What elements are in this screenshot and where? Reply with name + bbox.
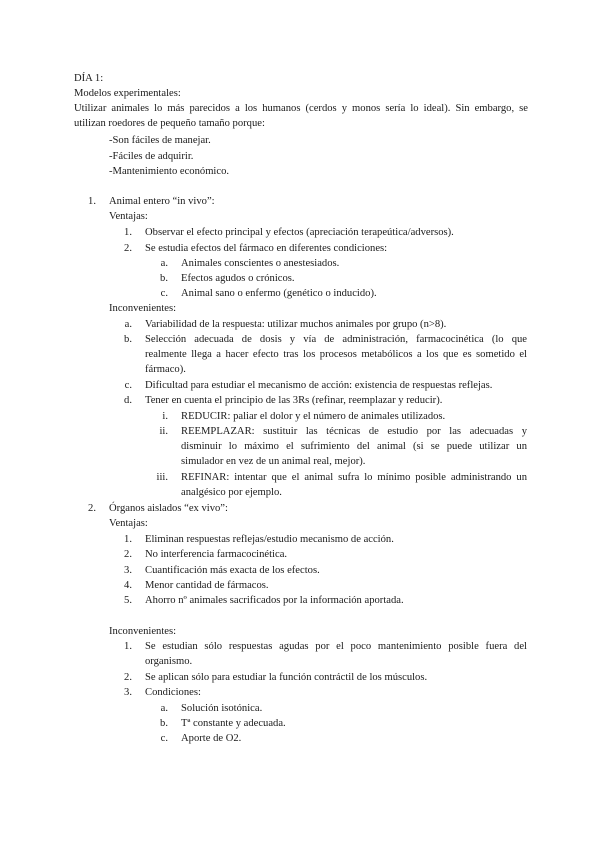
disadvantages-label: Inconvenientes: [109, 303, 177, 314]
intro-line-2: utilizan roedores de pequeño tamaño porque: [74, 118, 265, 129]
advantages-label: Ventajas: [109, 518, 148, 529]
list-letter: c. [160, 288, 168, 299]
reason-item: -Son fáciles de manejar. [109, 135, 211, 146]
list-item: Se aplican sólo para estudiar la función contráctil de los músculos. [145, 672, 428, 683]
intro-line-1: Utilizar animales lo más parecidos a los humanos (cerdos y monos sería lo ideal). Sin embargo, se [74, 103, 528, 114]
list-letter: c. [124, 380, 132, 391]
list-number: 1. [124, 534, 132, 545]
list-item: Solución isotónica. [181, 703, 263, 714]
list-letter: a. [160, 703, 168, 714]
list-item: Cuantificación más exacta de los efectos. [145, 565, 320, 576]
list-item: No interferencia farmacocinética. [145, 549, 288, 560]
roman-numeral: i. [162, 411, 168, 422]
list-item-line: simulador en vez de un animal real, mejor). [181, 456, 366, 467]
list-number: 3. [124, 687, 132, 698]
day-heading: DÍA 1: [74, 73, 104, 84]
list-item-line: disminuir lo máximo el sufrimiento del animal (si se puede utilizar un [181, 441, 527, 452]
list-number: 3. [124, 565, 132, 576]
list-item: Observar el efecto principal y efectos (apreciación terapeútica/adversos). [145, 227, 454, 238]
list-letter: d. [124, 395, 132, 406]
list-number: 5. [124, 595, 132, 606]
list-number: 2. [124, 672, 132, 683]
section-number: 2. [88, 503, 96, 514]
list-number: 1. [124, 641, 132, 652]
list-item-line: fármaco). [145, 364, 186, 375]
list-item: Tª constante y adecuada. [181, 718, 286, 729]
list-letter: b. [124, 334, 132, 345]
list-letter: c. [160, 733, 168, 744]
list-letter: b. [160, 273, 168, 284]
list-item: Se estudia efectos del fármaco en diferentes condiciones: [145, 243, 388, 254]
section-subheading: Modelos experimentales: [74, 88, 181, 99]
list-number: 2. [124, 549, 132, 560]
roman-numeral: iii. [156, 472, 168, 483]
list-item: Condiciones: [145, 687, 201, 698]
reason-item: -Mantenimiento económico. [109, 166, 230, 177]
list-item: Menor cantidad de fármacos. [145, 580, 269, 591]
list-letter: b. [160, 718, 168, 729]
advantages-label: Ventajas: [109, 211, 148, 222]
disadvantages-label: Inconvenientes: [109, 626, 177, 637]
list-item: Eliminan respuestas reflejas/estudio mecanismo de acción. [145, 534, 394, 545]
list-letter: a. [160, 258, 168, 269]
list-item: Efectos agudos o crónicos. [181, 273, 295, 284]
list-item-line: organismo. [145, 656, 193, 667]
reason-item: -Fáciles de adquirir. [109, 151, 194, 162]
list-item-line: REFINAR: intentar que el animal sufra lo mínimo posible administrando un [181, 472, 527, 483]
section-number: 1. [88, 196, 96, 207]
list-item-line: realmente llega a hacer efecto tras los procesos metabólicos a los que es sometido el [145, 349, 527, 360]
list-item: Animales conscientes o anestesiados. [181, 258, 340, 269]
list-number: 4. [124, 580, 132, 591]
list-item-line: Selección adecuada de dosis y vía de administración, farmacocinética (lo que [145, 334, 527, 345]
list-item: Ahorro nº animales sacrificados por la información aportada. [145, 595, 404, 606]
list-item: Dificultad para estudiar el mecanismo de acción: existencia de respuestas reflejas. [145, 380, 493, 391]
list-item: Variabilidad de la respuesta: utilizar muchos animales por grupo (n>8). [145, 319, 447, 330]
list-item-line: Se estudian sólo respuestas agudas por el poco mantenimiento posible fuera del [145, 641, 527, 652]
list-item: REDUCIR: paliar el dolor y el número de animales utilizados. [181, 411, 446, 422]
list-item: Animal sano o enfermo (genético o inducido). [181, 288, 377, 299]
list-item: Tener en cuenta el principio de las 3Rs (refinar, reemplazar y reducir). [145, 395, 443, 406]
list-number: 1. [124, 227, 132, 238]
list-item: Aporte de O2. [181, 733, 242, 744]
list-number: 2. [124, 243, 132, 254]
roman-numeral: ii. [159, 426, 168, 437]
list-item-line: analgésico por ejemplo. [181, 487, 282, 498]
section-title: Órganos aislados “ex vivo”: [109, 503, 228, 514]
list-item-line: REEMPLAZAR: sustituir las técnicas de estudio por las adecuadas y [181, 426, 527, 437]
list-letter: a. [124, 319, 132, 330]
section-title: Animal entero “in vivo”: [109, 196, 215, 207]
